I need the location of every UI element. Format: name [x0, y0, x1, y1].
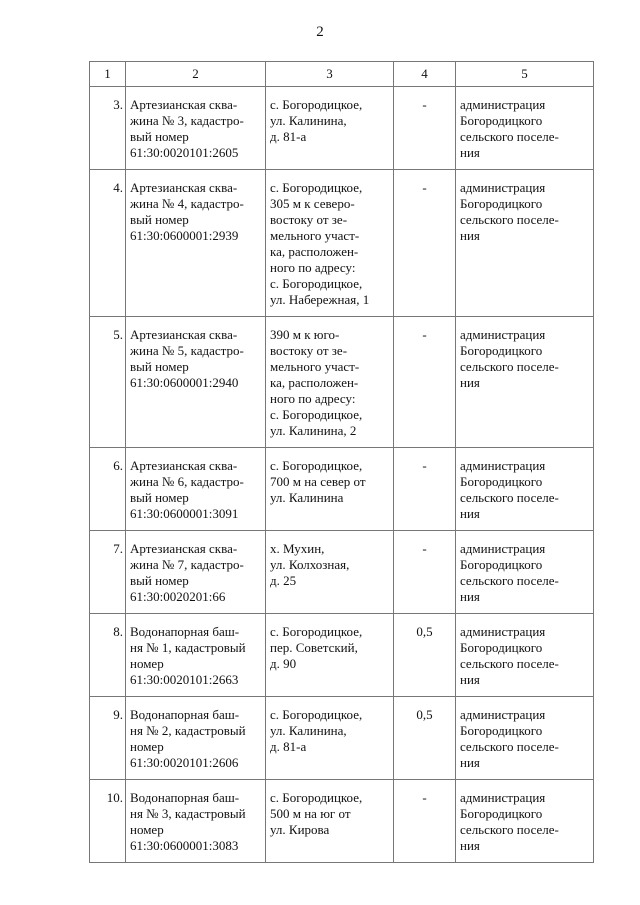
object-address: с. Богородицкое, ул. Калинина, д. 81-а [270, 707, 363, 754]
object-owner: администрация Богородицкого сельского поселе- ния [460, 327, 559, 390]
row-number: 10. [106, 790, 123, 805]
column-header: 5 [456, 62, 594, 87]
object-name: Артезианская сква- жина № 7, кадастро- вый номер 61:30:0020201:66 [130, 541, 244, 604]
header-row [90, 62, 594, 87]
object-name: Артезианская сква- жина № 3, кадастро- вый номер 61:30:0020101:2605 [130, 97, 244, 160]
table-row [90, 317, 594, 448]
property-table [89, 61, 594, 863]
row-number: 8. [113, 624, 123, 639]
object-owner: администрация Богородицкого сельского поселе- ния [460, 180, 559, 243]
table-row [90, 87, 594, 170]
column-header: 2 [126, 62, 266, 87]
object-value: - [422, 97, 427, 112]
table-row [90, 614, 594, 697]
object-owner: администрация Богородицкого сельского поселе- ния [460, 458, 559, 521]
object-value: 0,5 [416, 707, 433, 722]
object-value: - [422, 180, 427, 195]
object-owner: администрация Богородицкого сельского поселе- ния [460, 790, 559, 853]
object-address: с. Богородицкое, пер. Советский, д. 90 [270, 624, 363, 671]
object-address: с. Богородицкое, 305 м к северо- востоку от зе- мельного участ- ка, расположен- ного по адресу: с. Богородицкое, ул. Набережная, 1 [270, 180, 370, 307]
object-name: Артезианская сква- жина № 6, кадастро- вый номер 61:30:0600001:3091 [130, 458, 244, 521]
table-row [90, 697, 594, 780]
object-name: Водонапорная баш- ня № 2, кадастровый номер 61:30:0020101:2606 [130, 707, 246, 770]
object-value: - [422, 790, 427, 805]
row-number: 4. [113, 180, 123, 195]
table-row [90, 170, 594, 317]
object-address: 390 м к юго- востоку от зе- мельного участ- ка, расположен- ного по адресу: с. Богородицкое, ул. Калинина, 2 [270, 327, 363, 438]
column-header: 1 [90, 62, 126, 87]
column-header: 3 [266, 62, 394, 87]
object-name: Водонапорная баш- ня № 3, кадастровый номер 61:30:0600001:3083 [130, 790, 246, 853]
row-number: 6. [113, 458, 123, 473]
object-owner: администрация Богородицкого сельского поселе- ния [460, 541, 559, 604]
object-value: - [422, 541, 427, 556]
object-address: х. Мухин, ул. Колхозная, д. 25 [270, 541, 350, 588]
row-number: 7. [113, 541, 123, 556]
object-value: - [422, 327, 427, 342]
column-header: 4 [394, 62, 456, 87]
object-owner: администрация Богородицкого сельского поселе- ния [460, 624, 559, 687]
object-name: Артезианская сква- жина № 4, кадастро- вый номер 61:30:0600001:2939 [130, 180, 244, 243]
object-value: - [422, 458, 427, 473]
object-address: с. Богородицкое, 500 м на юг от ул. Кирова [270, 790, 363, 837]
object-name: Артезианская сква- жина № 5, кадастро- вый номер 61:30:0600001:2940 [130, 327, 244, 390]
row-number: 9. [113, 707, 123, 722]
table-row [90, 448, 594, 531]
object-value: 0,5 [416, 624, 433, 639]
table-row [90, 780, 594, 863]
object-name: Водонапорная баш- ня № 1, кадастровый номер 61:30:0020101:2663 [130, 624, 246, 687]
row-number: 5. [113, 327, 123, 342]
object-owner: администрация Богородицкого сельского поселе- ния [460, 707, 559, 770]
object-address: с. Богородицкое, 700 м на север от ул. Калинина [270, 458, 366, 505]
page-number: 2 [316, 24, 324, 40]
table-row [90, 531, 594, 614]
object-address: с. Богородицкое, ул. Калинина, д. 81-а [270, 97, 363, 144]
row-number: 3. [113, 97, 123, 112]
object-owner: администрация Богородицкого сельского поселе- ния [460, 97, 559, 160]
